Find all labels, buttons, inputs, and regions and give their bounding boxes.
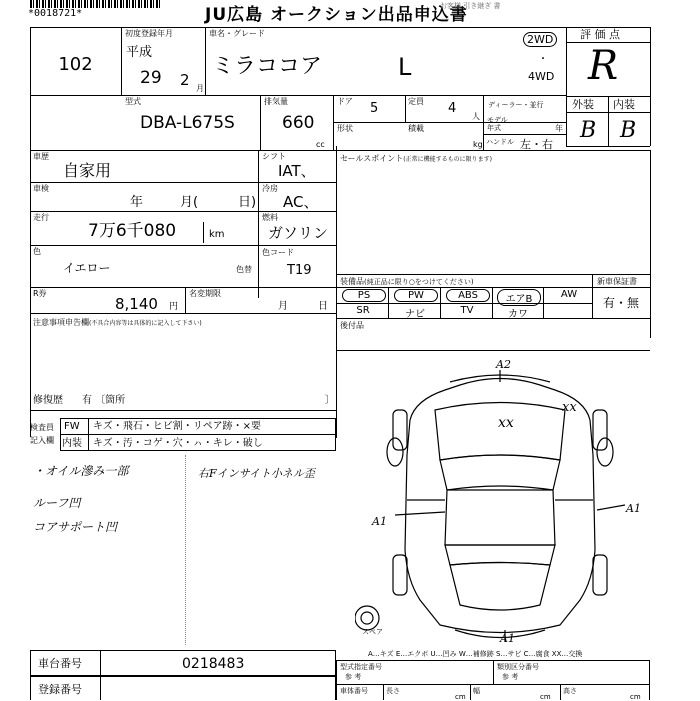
interior-value: B <box>620 118 637 143</box>
exterior-label: 外装 <box>572 98 594 111</box>
warranty-value: 有・無 <box>603 296 640 310</box>
handle-value: 左・右 <box>520 138 553 151</box>
ref-model-note: 参 考 <box>345 673 362 681</box>
ref-frame-label: 車体番号 <box>340 687 368 695</box>
car-name-label: 車名・グレード <box>209 29 265 38</box>
warranty-label: 新車保証書 <box>597 277 637 286</box>
color-code-value: T19 <box>287 263 312 278</box>
lot-number: 102 <box>58 54 93 75</box>
color-code-label: 色コード <box>262 248 294 257</box>
chassis-label: 車台番号 <box>38 657 82 670</box>
load-label: 積載 <box>408 124 424 133</box>
sales-point-label: セールスポイント(正常に機能するものに限ります) <box>340 154 492 163</box>
equipment-sr: SR <box>356 305 370 316</box>
capacity-unit: 人 <box>472 112 480 121</box>
note-line-3: コアサポート凹 <box>33 520 118 534</box>
repair-history-label: 修復歴 <box>33 395 63 406</box>
ref-class-label: 類別区分番号 <box>497 663 539 671</box>
ref-model-label: 型式指定番号 <box>340 663 382 671</box>
color-value: イエロー <box>63 261 111 275</box>
ref-height-unit: cm <box>630 693 641 701</box>
drive-2wd: 2WD <box>523 32 557 47</box>
legend-bottom: A…キズ E…エクボ U…凹み W…補修跡 S…サビ C…腐食 XX…交換 <box>368 650 583 658</box>
first-registration-year: 29 <box>140 68 162 88</box>
repair-history-value: 有 〔箇所 <box>82 395 126 406</box>
note-line-1: ・オイル滲み一部 <box>33 464 129 478</box>
first-registration-era: 平成 <box>126 45 153 60</box>
equipment-leather: カワ <box>508 309 528 320</box>
note-right: 右Fインサイト小ネル歪 <box>198 467 315 480</box>
ref-length: 長さ <box>386 687 400 695</box>
equipment-aw: AW <box>560 289 578 300</box>
equipment-pw: PW <box>394 289 438 302</box>
barcode-number: *0018721* <box>28 8 83 19</box>
score-label: 評 価 点 <box>580 28 620 41</box>
model-value: DBA-L675S <box>140 113 235 133</box>
recycle-value: 8,140 <box>115 295 158 313</box>
shift-value: IAT、 <box>278 162 316 180</box>
ref-width-unit: cm <box>540 693 551 701</box>
recycle-unit: 円 <box>169 302 179 312</box>
handle-label: ハンドル <box>486 138 514 146</box>
color-label: 色 <box>33 247 41 256</box>
first-registration-month-unit: 月 <box>196 84 204 93</box>
mark-a1-left: A1 <box>372 515 387 528</box>
displacement-value: 660 <box>282 113 315 133</box>
fuel-label: 燃料 <box>262 213 278 222</box>
inspection-day: 日) <box>238 195 257 210</box>
model-year-label: モデル年式 <box>487 116 508 132</box>
legend-int-label: 内装 <box>62 438 82 449</box>
equipment-airbag: エアB <box>497 289 541 306</box>
equipment-ps: PS <box>342 289 386 302</box>
registration-label: 登録番号 <box>38 683 82 696</box>
name-change-month: 月 <box>278 301 288 312</box>
exterior-value: B <box>580 118 597 143</box>
legend-label-2: 記入欄 <box>30 436 54 445</box>
capacity-label: 定員 <box>408 97 424 106</box>
mark-a1-right: A1 <box>626 502 641 515</box>
mark-spare: スペア <box>362 628 383 636</box>
ref-class-note: 参 考 <box>502 673 519 681</box>
ref-height: 高さ <box>563 687 577 695</box>
model-label: 型式 <box>125 97 141 106</box>
name-change-label: 名変期限 <box>189 289 221 298</box>
doors-value: 5 <box>370 101 379 116</box>
repair-history-close: 〕 <box>325 395 335 406</box>
drive-4wd: 4WD <box>528 70 555 83</box>
mark-xx-corner: xx <box>562 400 577 415</box>
auction-title: JU広島 オークション出品申込書 <box>205 5 468 25</box>
drive-dot: ・ <box>538 54 548 65</box>
mileage-unit: km <box>209 229 225 240</box>
legend-label-1: 検査員 <box>30 423 54 432</box>
legend-fw-items: キズ・飛石・ヒビ割・リペア跡・×要 <box>93 421 261 432</box>
chassis-value: 0218483 <box>182 656 245 672</box>
mileage-label: 走行 <box>33 213 49 222</box>
note-line-2: ルーフ凹 <box>33 496 81 510</box>
car-grade: L <box>398 53 412 81</box>
doors-label: ドア <box>337 97 353 106</box>
score-value: R <box>588 43 619 89</box>
mileage-value: 7万6千080 <box>88 221 177 241</box>
legend-fw-label: FW <box>64 421 80 432</box>
equipment-navi: ナビ <box>405 309 425 320</box>
load-unit: kg <box>473 140 483 149</box>
inspection-label: 車検 <box>33 184 49 193</box>
barcode <box>30 0 160 8</box>
car-damage-diagram <box>355 360 645 650</box>
first-registration-label: 初度登録年月 <box>125 29 173 38</box>
shift-label: シフト <box>262 152 286 161</box>
usage-label: 車歴 <box>33 152 49 161</box>
mark-a2: A2 <box>496 358 511 371</box>
legend-int-items: キズ・汚・コゲ・穴・ㇵ・キレ・破し <box>93 438 263 449</box>
shape-label: 形状 <box>337 124 353 133</box>
equipment-abs: ABS <box>446 289 490 302</box>
displacement-label: 排気量 <box>264 97 288 106</box>
fuel-value: ガソリン <box>268 224 329 242</box>
after-fit-label: 後付品 <box>340 321 364 330</box>
usage-value: 自家用 <box>63 161 112 180</box>
car-name: ミラココア <box>212 54 323 79</box>
interior-label: 内装 <box>613 98 635 111</box>
year-unit: 年 <box>555 124 563 133</box>
ref-width: 幅 <box>473 687 480 695</box>
notes-label: 注意事項申告欄(不具合内容等は具体的に記入して下さい) <box>33 318 202 327</box>
inspection-year: 年 <box>130 195 144 210</box>
inspection-month: 月( <box>180 195 199 210</box>
first-registration-month: 2 <box>180 71 190 89</box>
name-change-day: 日 <box>318 301 328 312</box>
displacement-unit: cc <box>316 140 325 149</box>
mark-a1-bottom: A1 <box>500 632 515 645</box>
ac-value: AC、 <box>283 193 319 211</box>
top-small-text: お客様 引き継ぎ 書 <box>440 2 501 10</box>
ac-label: 冷房 <box>262 184 278 193</box>
capacity-value: 4 <box>448 101 457 116</box>
recycle-label: R券 <box>33 289 47 298</box>
equipment-tv: TV <box>460 305 474 316</box>
color-change-label: 色替 <box>236 265 252 274</box>
mark-xx-center: xx <box>498 415 514 431</box>
ref-length-unit: cm <box>455 693 466 701</box>
equipment-label: 装備品(純正品に限り○をつけてください) <box>340 277 474 286</box>
dealer-label: ディーラー・並行 <box>488 101 544 109</box>
